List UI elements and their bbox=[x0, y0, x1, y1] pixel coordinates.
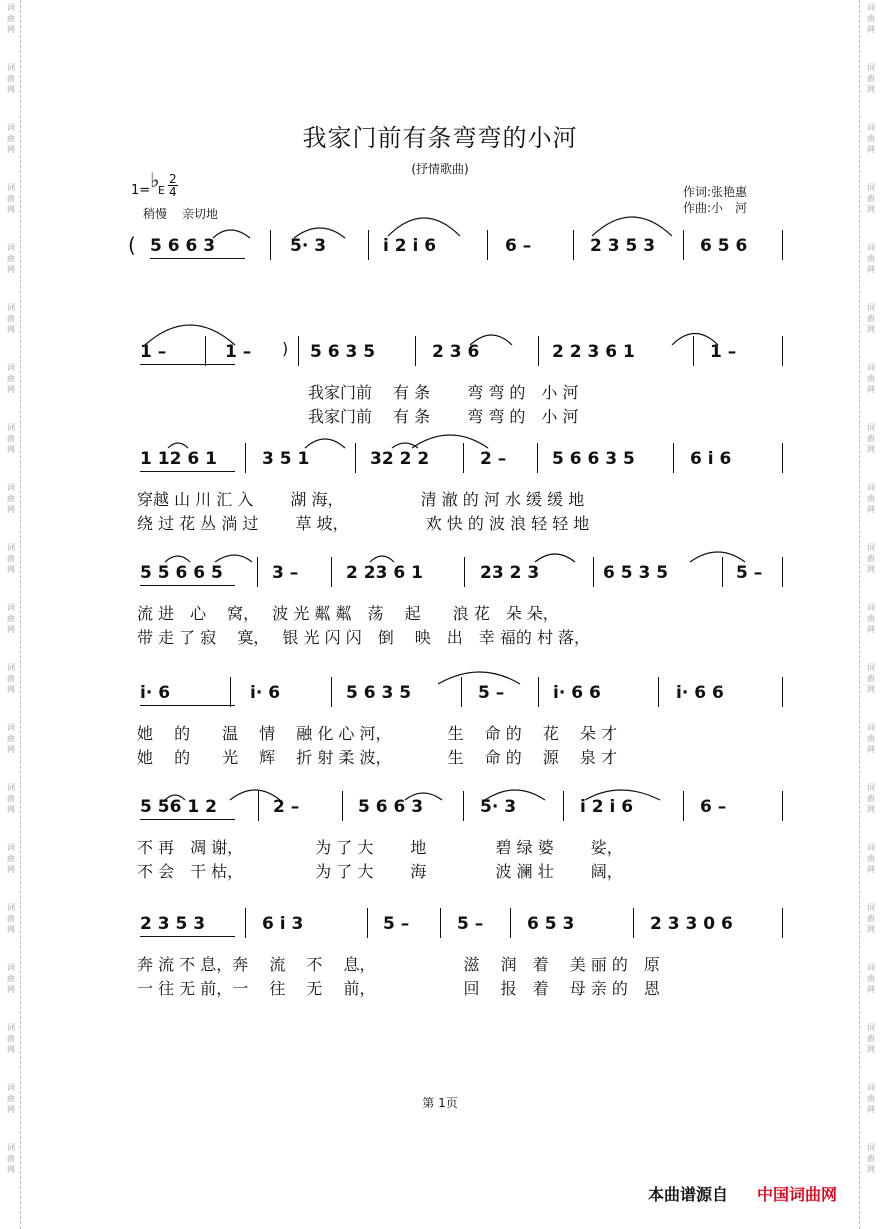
measure-notes: 2 – bbox=[480, 449, 507, 469]
watermark-text: 词 曲 网 bbox=[7, 483, 15, 514]
watermark-text: 词 曲 网 bbox=[7, 63, 15, 94]
measure-notes: 2 23 6 1 bbox=[346, 563, 423, 583]
lyric-line-1: 流 进 心 窝， 波 光 粼 粼 荡 起 浪 花 朵 朵， bbox=[137, 604, 559, 623]
measure-notes: 6 – bbox=[700, 797, 727, 817]
watermark-text: 词 曲 网 bbox=[7, 303, 15, 334]
composer-credit: 作曲:小 河 bbox=[683, 201, 748, 215]
bar-line bbox=[415, 336, 416, 366]
measure-notes: i· 6 bbox=[140, 683, 171, 703]
bar-line bbox=[205, 336, 206, 366]
beam-underline bbox=[140, 585, 235, 586]
bar-line bbox=[463, 443, 464, 473]
bar-line bbox=[331, 677, 332, 707]
watermark-text: 词 曲 网 bbox=[7, 1023, 15, 1054]
beam-underline bbox=[140, 705, 235, 706]
measure-notes: 1 – bbox=[140, 342, 167, 362]
measure-notes: 2 3 3 0 6 bbox=[650, 914, 733, 934]
bar-line bbox=[270, 230, 271, 260]
watermark-text: 词 曲 网 bbox=[867, 903, 875, 934]
watermark-text: 词 曲 网 bbox=[867, 1023, 875, 1054]
bar-line bbox=[593, 557, 594, 587]
bar-line bbox=[782, 791, 783, 821]
tempo-marking: 稍慢 bbox=[143, 207, 168, 221]
bar-line bbox=[510, 908, 511, 938]
bar-line bbox=[782, 557, 783, 587]
key-signature: 1= bbox=[131, 183, 151, 198]
lyricist-credit: 作词:张艳惠 bbox=[683, 185, 748, 199]
bar-line bbox=[440, 908, 441, 938]
measure-notes: 5· 3 bbox=[480, 797, 517, 817]
watermark-text: 词 曲 网 bbox=[867, 723, 875, 754]
watermark-text: 词 曲 网 bbox=[867, 303, 875, 334]
measure-notes: i· 6 6 bbox=[553, 683, 601, 703]
bar-line bbox=[693, 336, 694, 366]
measure-notes: 1 12 6 1 bbox=[140, 449, 217, 469]
bar-line bbox=[487, 230, 488, 260]
lyric-line-2: 带 走 了 寂 寞， 银 光 闪 闪 倒 映 出 幸 福的 村 落， bbox=[137, 628, 591, 647]
bar-line bbox=[683, 791, 684, 821]
watermark-text: 词 曲 网 bbox=[7, 123, 15, 154]
lyric-line-1: 她 的 温 情 融 化 心 河， 生 命 的 花 朵 才 bbox=[137, 724, 617, 743]
beam-underline bbox=[140, 471, 235, 472]
beam-underline bbox=[140, 936, 235, 937]
beam-underline bbox=[140, 364, 235, 365]
measure-notes: i 2 i 6 bbox=[580, 797, 634, 817]
meter-bottom: 4 bbox=[169, 185, 177, 199]
bar-line bbox=[538, 336, 539, 366]
lyric-line-2: 一 往 无 前，一 往 无 前， 回 报 着 母 亲 的 恩 bbox=[137, 979, 660, 998]
bar-line bbox=[537, 443, 538, 473]
watermark-text: 词 曲 网 bbox=[867, 603, 875, 634]
watermark-text: 词 曲 网 bbox=[7, 1143, 15, 1174]
bar-line bbox=[368, 230, 369, 260]
watermark-text: 词 曲 网 bbox=[867, 243, 875, 274]
measure-notes: 5 6 3 5 bbox=[346, 683, 412, 703]
measure-notes: 6 5 6 bbox=[700, 236, 748, 256]
watermark-text: 词 曲 网 bbox=[867, 183, 875, 214]
watermark-text: 词 曲 网 bbox=[7, 603, 15, 634]
watermark-text: 词 曲 网 bbox=[867, 783, 875, 814]
measure-notes: 5 6 3 5 bbox=[310, 342, 376, 362]
bar-line bbox=[782, 230, 783, 260]
measure-notes: i· 6 bbox=[250, 683, 281, 703]
bar-line bbox=[633, 908, 634, 938]
bar-line bbox=[563, 791, 564, 821]
bar-line bbox=[722, 557, 723, 587]
source-site-link[interactable]: 中国词曲网 bbox=[757, 1185, 838, 1204]
closing-paren: ) bbox=[282, 339, 289, 358]
bar-line bbox=[658, 677, 659, 707]
watermark-text: 词 曲 网 bbox=[867, 3, 875, 34]
measure-notes: 2 – bbox=[273, 797, 300, 817]
watermark-text: 词 曲 网 bbox=[7, 963, 15, 994]
song-subtitle: (抒情歌曲) bbox=[411, 162, 469, 176]
bar-line bbox=[298, 336, 299, 366]
measure-notes: 5 – bbox=[383, 914, 410, 934]
watermark-text: 词 曲 网 bbox=[867, 1143, 875, 1174]
bar-line bbox=[463, 791, 464, 821]
lyric-line-2: 绕 过 花 丛 淌 过 草 坡， 欢 快 的 波 浪 轻 轻 地 bbox=[137, 514, 590, 533]
watermark-text: 词 曲 网 bbox=[7, 1083, 15, 1114]
watermark-text: 词 曲 网 bbox=[7, 783, 15, 814]
bar-line bbox=[342, 791, 343, 821]
bar-line bbox=[230, 677, 231, 707]
measure-notes: 5 6 6 3 bbox=[358, 797, 424, 817]
bar-line bbox=[782, 908, 783, 938]
watermark-text: 词 曲 网 bbox=[7, 363, 15, 394]
watermark-text: 词 曲 网 bbox=[7, 663, 15, 694]
bar-line bbox=[464, 557, 465, 587]
beam-underline bbox=[150, 258, 245, 259]
watermark-text: 词 曲 网 bbox=[867, 63, 875, 94]
measure-notes: 32 2 2 bbox=[370, 449, 430, 469]
bar-line bbox=[331, 557, 332, 587]
measure-notes: 23 2 3 bbox=[480, 563, 540, 583]
watermark-text: 词 曲 网 bbox=[867, 123, 875, 154]
measure-notes: 3 5 1 bbox=[262, 449, 310, 469]
lyric-line-2: 不 会 干 枯， 为 了 大 海 波 澜 壮 阔， bbox=[137, 862, 623, 881]
measure-notes: 6 i 6 bbox=[690, 449, 732, 469]
bar-line bbox=[245, 443, 246, 473]
measure-notes: 5 – bbox=[736, 563, 763, 583]
measure-notes: 2 3 5 3 bbox=[590, 236, 656, 256]
bar-line bbox=[258, 791, 259, 821]
watermark-text: 词 曲 网 bbox=[867, 843, 875, 874]
bar-line bbox=[573, 230, 574, 260]
beam-underline bbox=[140, 819, 235, 820]
measure-notes: 5 – bbox=[478, 683, 505, 703]
measure-notes: i 2 i 6 bbox=[383, 236, 437, 256]
bar-line bbox=[538, 677, 539, 707]
bar-line bbox=[782, 443, 783, 473]
page-number: 第 1页 bbox=[422, 1096, 458, 1110]
watermark-text: 词 曲 网 bbox=[7, 723, 15, 754]
measure-notes: 5· 3 bbox=[290, 236, 327, 256]
watermark-text: 词 曲 网 bbox=[7, 543, 15, 574]
measure-notes: 2 3 6 bbox=[432, 342, 480, 362]
bar-line bbox=[245, 908, 246, 938]
measure-notes: 2 2 3 6 1 bbox=[552, 342, 635, 362]
measure-notes: 6 i 3 bbox=[262, 914, 304, 934]
watermark-text: 词 曲 网 bbox=[867, 363, 875, 394]
measure-notes: 1 – bbox=[225, 342, 252, 362]
measure-notes: 6 – bbox=[505, 236, 532, 256]
watermark-text: 词 曲 网 bbox=[867, 663, 875, 694]
measure-notes: 5 5 6 6 5 bbox=[140, 563, 223, 583]
left-watermark-strip bbox=[6, 0, 21, 1229]
measure-notes: 2 3 5 3 bbox=[140, 914, 206, 934]
watermark-text: 词 曲 网 bbox=[7, 3, 15, 34]
bar-line bbox=[673, 443, 674, 473]
time-signature bbox=[168, 173, 178, 198]
source-label: 本曲谱源自 bbox=[648, 1185, 729, 1204]
key-note: E bbox=[158, 184, 165, 197]
measure-notes: 6 5 3 5 bbox=[603, 563, 669, 583]
bar-line bbox=[683, 230, 684, 260]
lyric-line-1: 不 再 凋 谢， 为 了 大 地 碧 绿 婆 娑， bbox=[137, 838, 623, 857]
watermark-text: 词 曲 网 bbox=[7, 903, 15, 934]
watermark-text: 词 曲 网 bbox=[867, 483, 875, 514]
watermark-text: 词 曲 网 bbox=[867, 963, 875, 994]
song-title: 我家门前有条弯弯的小河 bbox=[302, 124, 578, 152]
bar-line bbox=[257, 557, 258, 587]
lyric-line-1: 穿越 山 川 汇 入 湖 海， 清 澈 的 河 水 缓 缓 地 bbox=[137, 490, 585, 509]
measure-notes: i· 6 6 bbox=[676, 683, 724, 703]
bar-line bbox=[355, 443, 356, 473]
bar-line bbox=[461, 677, 462, 707]
lyric-line-1: 奔 流 不 息，奔 流 不 息， 滋 润 着 美 丽 的 原 bbox=[137, 955, 660, 974]
flat-sign-icon: ♭ bbox=[150, 168, 160, 192]
meter-top: 2 bbox=[169, 172, 177, 186]
measure-notes: 5 6 6 3 5 bbox=[552, 449, 635, 469]
watermark-text: 词 曲 网 bbox=[867, 543, 875, 574]
bar-line bbox=[782, 336, 783, 366]
measure-notes: 5 6 6 3 bbox=[150, 236, 216, 256]
measure-notes: 6 5 3 bbox=[527, 914, 575, 934]
watermark-text: 词 曲 网 bbox=[7, 243, 15, 274]
watermark-text: 词 曲 网 bbox=[7, 423, 15, 454]
measure-notes: 5 – bbox=[457, 914, 484, 934]
measure-notes: 5 56 1 2 bbox=[140, 797, 217, 817]
watermark-text: 词 曲 网 bbox=[867, 423, 875, 454]
watermark-text: 词 曲 网 bbox=[867, 1083, 875, 1114]
measure-notes: 1 – bbox=[710, 342, 737, 362]
measure-notes: 3 – bbox=[272, 563, 299, 583]
opening-paren: ( bbox=[128, 233, 136, 257]
right-watermark-strip bbox=[859, 0, 874, 1229]
watermark-text: 词 曲 网 bbox=[7, 183, 15, 214]
lyric-line-2: 她 的 光 辉 折 射 柔 波， 生 命 的 源 泉 才 bbox=[137, 748, 617, 767]
lyric-line-1: 我家门前 有 条 弯 弯 的 小 河 bbox=[308, 383, 579, 402]
expression-marking: 亲切地 bbox=[182, 207, 219, 221]
bar-line bbox=[782, 677, 783, 707]
lyric-line-2: 我家门前 有 条 弯 弯 的 小 河 bbox=[308, 407, 579, 426]
watermark-text: 词 曲 网 bbox=[7, 843, 15, 874]
bar-line bbox=[367, 908, 368, 938]
